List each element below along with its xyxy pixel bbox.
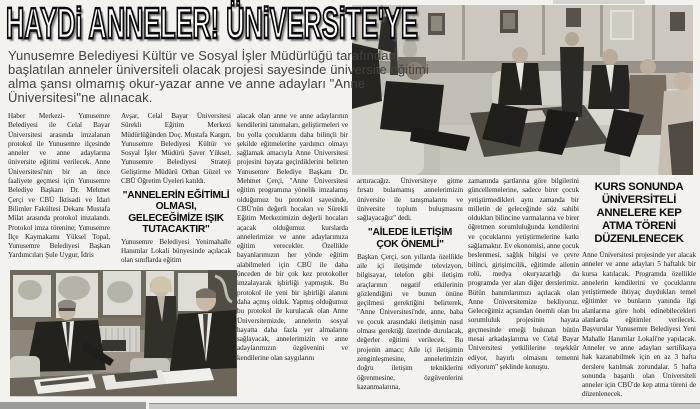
subheadline: Yunusemre Belediyesi Kültür ve Sosyal İşler Müdürlüğü tarafından başlatılan anneler üniversiteli olacak projesi sayesinde üniversite eğitimi alma şansı olmamış okur-yazar anne ve anne adayları "Anne Üniversitesi"ne alınacak. xyxy=(8,48,429,105)
column-4-paragraph: arttıracağız. Üniversiteye gitme fırsatı bulamamış annelerimizin üniversite ile tanışmalarını ve üniversite toplum buluşmasını sağlayacağız" dedi. xyxy=(357,177,463,223)
article-column-2 xyxy=(121,112,231,270)
column-4-paragraph: Başkan Çerçi, son yıllarda özellikle aile içi iletişimde televizyon, bilgisayar, telefon gibi iletişim araçlarının negatif etkilerinin gözlendiğini ve bunun önüne geçilmesi gerektiğini belirterek, "Anne Üniversitesi'nde, anne, baba ve çocuk arasındaki iletişimin nasıl olması gerektiği üzerinde durulacak, değerler eğitimi verilecek. Bu projenin amacı; Aile içi iletişimin zenginleşmesine, annelerimizin doğru iletişim tekniklerini öğrenmesine, özgüvenlerini kazanmalarına, xyxy=(357,252,463,391)
next-article-strip-right xyxy=(149,403,700,409)
next-article-strip-left xyxy=(0,402,146,409)
sidebar-headline: KURS SONUNDA ÜNİVERSİTELİ ANNELERE KEP ATMA TÖRENİ DÜZENLENECEK xyxy=(594,181,684,245)
scan-artifact-top xyxy=(553,0,645,4)
column-2-paragraph: Avşar, Celal Bayar Üniversitesi Sürekli Eğitim Merkezi Müdürlüğünden Doç. Mustafa Kargın, Yunusemre Belediyesi Kültür ve Sosyal İşler Müdürü Şaver Yüksel, Yunusemre Belediyesi Strateji Geliştirme Müdürü Orhan Güzel ve CBÜ Öğretim Üyeleri katıldı. xyxy=(121,112,231,186)
article-column-4 xyxy=(357,177,463,397)
photo-protocol-signing-illustration xyxy=(10,270,237,396)
photo-protocol-signing xyxy=(10,270,237,396)
headline: HAYDi ANNELER! ÜNiVERSiTE'YE xyxy=(6,0,418,48)
article-column-1: Haber Merkezi- Yunusemre Belediyesi ile Celal Bayar Üniversitesi arasında imzalanan protokol ile Yunusemre ilçesinde anneler ve anne adaylarına üniversite eğitimi verilecek. Anne Üniversitesi'nin bir an önce faaliyete geçmesi için Yunusemre Belediye Başkanı Dr. Mehmet Çerçi ve CBÜ İktisadi ve İdari Bilimler Fakültesi Dekanı Mustafa Milat arasında protokol imzalandı. Protokol imza törenine; Yunusemre İlçe Kaymakamı Yüksel Topal, Yunusemre Belediyesi Başkan Yardımcıları Şule Uygur, İdris xyxy=(8,112,110,260)
quote-subhead-communication: "AİLEDE İLETİŞİM ÇOK ÖNEMLİ" xyxy=(367,227,453,250)
sidebar-body-text: Anne Üniversitesi projesinde yer alacak anneler ve anne adayları 5 haftalık bir kursa katılacak. Programda özellikle annelerin kendilerini ve çocuklarını yetiştirmede ihtiyaç duydukları temel eğitimler ve bunların yanında ilgi alanlarına göre hobi edinebilecekleri alanlarda eğitimler verilecek. Başvurular Yunusemre Belediyesi Yeni Mahalle Hanımlar Lokali'ne yapılacak. Anneler ve anne adayları sertifikaya hak kazanabilmek için en az 3 hafta derslere katılmak zorundalar. 5 hafta sonunda başarılı olan Üniversiteli anneler için CBÜ'de kep atma töreni de düzenlenecek. xyxy=(582,251,696,399)
column-2-paragraph: Yunusemre Belediyesi Yenimahalle Hanımlar Lokali bünyesinde açılacak olan sınıflarda eğitim xyxy=(121,237,231,265)
article-column-5: zamanında şartlarına göre bilgilerini güncellemelerine, sadece birer çocuk yetiştirmedikleri aynı zamanda bir milletin de geleceğinde söz sahibi oldukları bilincine varmalarına ve birer öğretmen sorumluluğunda kendilerini ve çocuklarını yetiştirmelerine katkı sağlamaktır. Ev ekonomisi, anne çocuk beslenmesi, sağlık bilgisi ve çevre bilinci, girişimcilik, eğitimde ailenin rolü, medya okuryazarlığı da programda yer alan diğer derslerimiz. Bütün hanımlarımızı açılacak olan Anne Üniversitemize bekliyoruz. Geleceğimiz açısından önemli olan bu sorumluluk projesinin hayata geçmesinde emeği bulunan bütün mesai arkadaşlarıma ve Celal Bayar Üniversitesi yetkililerine teşekkür ediyor, hayırlı olmasını temenni ediyorum" şeklinde konuştu. xyxy=(468,177,579,371)
quote-subhead-education: "ANNELERİN EĞİTİMLİ OLMASI, GELECEĞİMİZE IŞIK TUTACAKTIR" xyxy=(122,190,230,235)
sidebar-story xyxy=(582,181,696,400)
article-column-3: alacak olan anne ve anne adaylarının kendilerini tanımaları, geliştirmeleri ve bu yolla çocuklarını daha bilinçli bir şekilde eğitmelerine yardımcı olmayı sağlamak amacıyla Anne Üniversitesi projesini hayata geçirdiklerini belirten Yunusemre Belediye Başkanı Dr. Mehmet Çerçi, "Anne Üniversitesi eğitim programına yönelik imzalamış olduğumuz bu protokol sayesinde, CBÜ'nün değerli hocaları ve Sürekli Eğitim Merkezimizin değerli hocaları açacak olduğumuz kurslarda annelerimize ve anne adaylarımıza eğitim verecekler. Özellikle bayanlarımızın her yönde eğitim alabilmeleri için CBÜ ile daha önceden de bir çok kez protokoller imzalayarak işbirliği yapmıştık. Bu protokol ile yeni bir işbirliği alanını daha açmış olduk. Yapmış olduğumuz bu protokol ile kurulacak olan Anne Üniversitemizde, annelerin sosyal hayatta daha fazla yer almalarını sağlayacak, annelerimizin ve anne adaylarımızın özgüvenini ve kendilerine olan saygılarını xyxy=(237,112,348,362)
